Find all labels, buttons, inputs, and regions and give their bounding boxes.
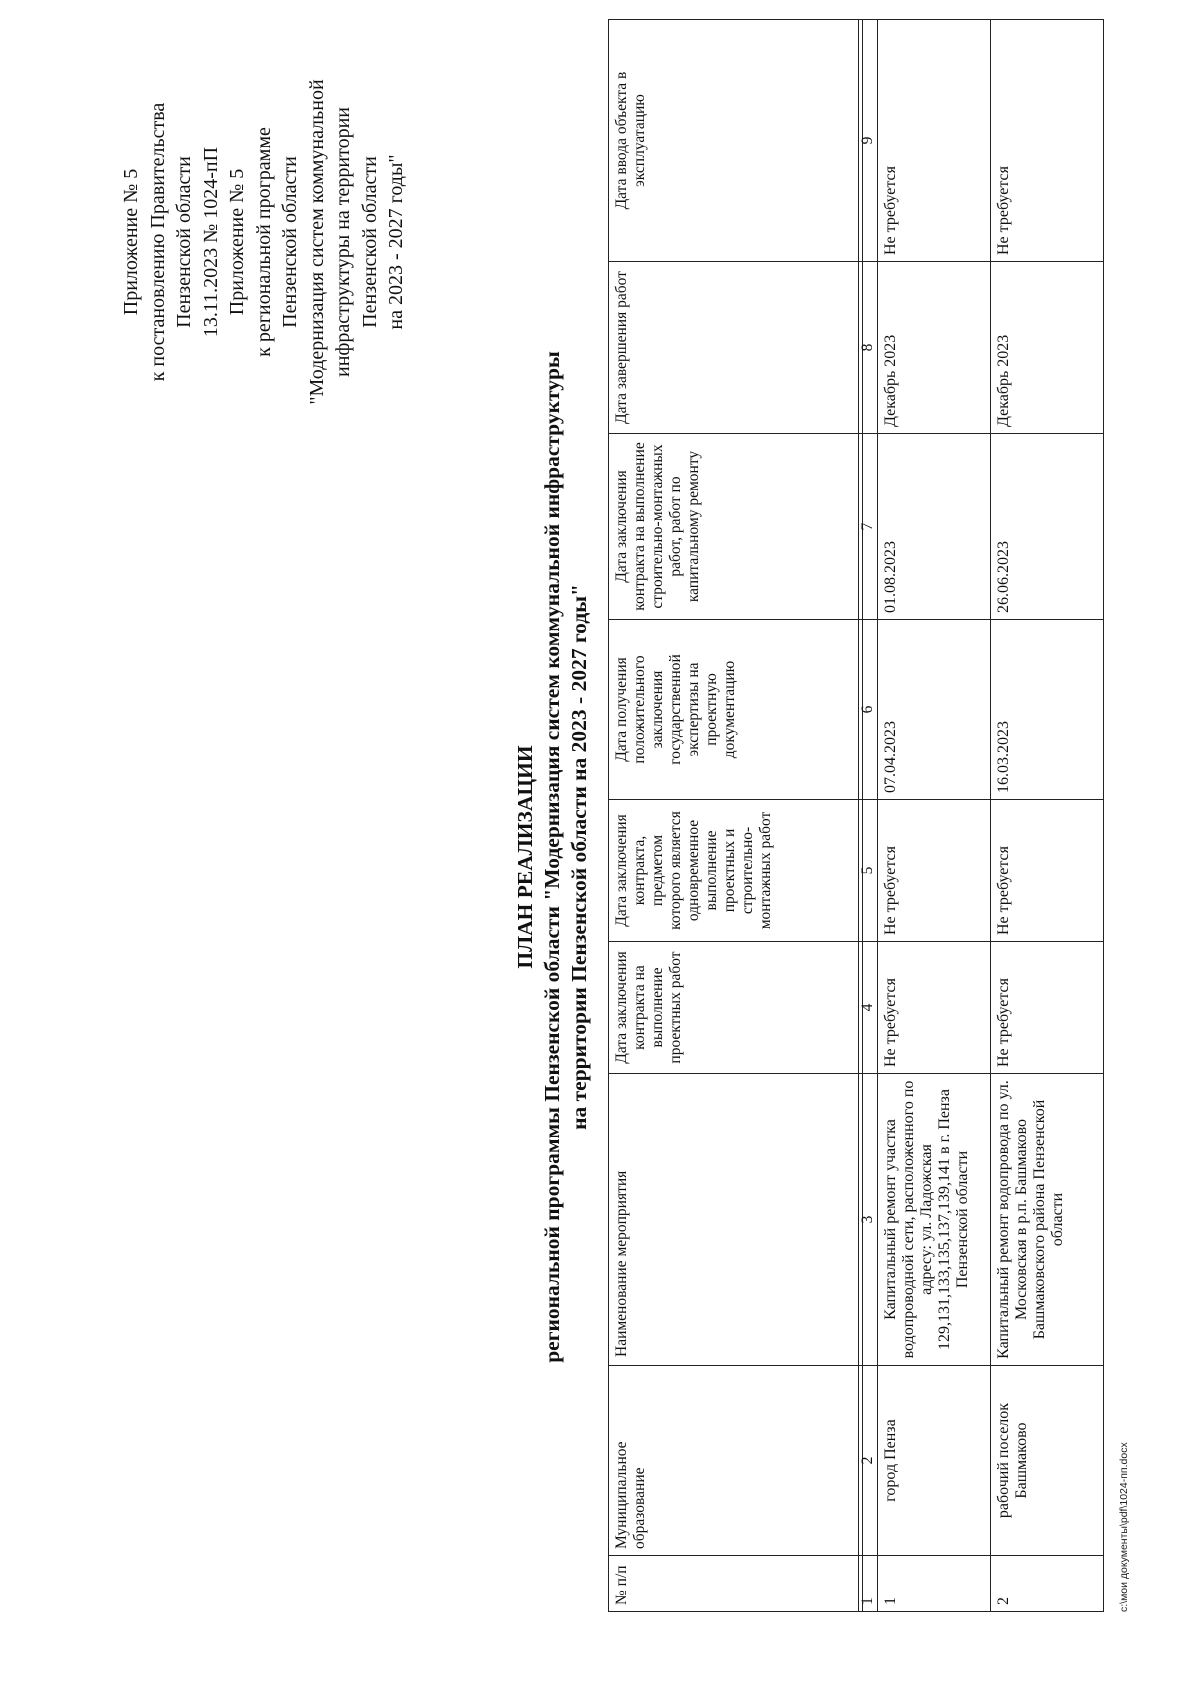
header-commissioning: Дата ввода объекта в эксплуатацию bbox=[609, 20, 863, 262]
header-municipality: Муниципальное образование bbox=[609, 1366, 863, 1556]
row-completion: Декабрь 2023 bbox=[878, 262, 991, 434]
row-construction-contract: 01.08.2023 bbox=[878, 434, 991, 620]
row-construction-contract: 26.06.2023 bbox=[991, 434, 1104, 620]
row-expertise: 07.04.2023 bbox=[878, 620, 991, 800]
column-number-row bbox=[859, 20, 878, 1612]
row-municipality: город Пенза bbox=[878, 1366, 991, 1556]
header-event-name: Наименование мероприятия bbox=[609, 1074, 863, 1366]
table-body bbox=[858, 19, 1104, 1612]
appendix-line: 13.11.2023 № 1024-пП bbox=[199, 146, 222, 338]
row-commissioning: Не требуется bbox=[878, 20, 991, 262]
appendix-line: инфраструктуры на территории bbox=[332, 107, 354, 377]
column-number: 5 bbox=[859, 800, 878, 942]
header-combined-contract: Дата заключения контракта, предметом которого является одновременное выполнение проектных и строительно-монтажных работ bbox=[609, 800, 863, 942]
table-row bbox=[878, 20, 991, 1612]
row-combined-contract: Не требуется bbox=[991, 800, 1104, 942]
row-combined-contract: Не требуется bbox=[878, 800, 991, 942]
appendix-line: Приложение № 5 bbox=[120, 168, 142, 316]
title-line-2: региональной программы Пензенской области "Модернизация систем коммунальной инфраструктуры bbox=[540, 351, 564, 1363]
row-completion: Декабрь 2023 bbox=[991, 262, 1104, 434]
row-design-contract: Не требуется bbox=[991, 942, 1104, 1074]
header-design-contract: Дата заключения контракта на выполнение проектных работ bbox=[609, 942, 863, 1074]
row-event-name: Капитальный ремонт водопровода по ул. Московская в р.п. Башмаково Башмаковского района Пензенской области bbox=[991, 1074, 1104, 1366]
title-line-3: на территории Пензенской области на 2023 - 2027 годы" bbox=[567, 584, 591, 1130]
appendix-line: Пензенской области bbox=[358, 156, 381, 328]
row-event-name: Капитальный ремонт участка водопроводной сети, расположенного по адресу: ул. Ладожская 129,131,133,135,137,139,141 в г. Пенза Пензенской области bbox=[878, 1074, 991, 1366]
table-row bbox=[991, 20, 1104, 1612]
row-expertise: 16.03.2023 bbox=[991, 620, 1104, 800]
appendix-line: Приложение № 5 bbox=[226, 168, 248, 316]
row-municipality: рабочий поселок Башмаково bbox=[991, 1366, 1104, 1556]
appendix-line: на 2023 - 2027 годы" bbox=[385, 154, 407, 330]
appendix-line: Пензенской области bbox=[173, 156, 195, 328]
appendix-line: Пензенской области bbox=[279, 156, 301, 328]
column-number: 7 bbox=[859, 434, 878, 620]
row-num: 1 bbox=[878, 1556, 991, 1612]
header-completion: Дата завершения работ bbox=[609, 262, 863, 434]
column-number: 9 bbox=[859, 20, 878, 262]
row-commissioning: Не требуется bbox=[991, 20, 1104, 262]
column-number: 1 bbox=[859, 1556, 878, 1612]
appendix-block bbox=[118, 52, 410, 432]
header-construction-contract: Дата заключения контракта на выполнение строительно-монтажных работ, работ по капитальному ремонту bbox=[609, 434, 863, 620]
file-path-footer: c:\мои документы\pdf\1024-пп.docx bbox=[1118, 1442, 1130, 1612]
column-number: 2 bbox=[859, 1366, 878, 1556]
header-num: № п/п bbox=[609, 1556, 863, 1612]
header-expertise: Дата получения положительного заключения государственной экспертизы на проектную документацию bbox=[609, 620, 863, 800]
title-line-1: ПЛАН РЕАЛИЗАЦИИ bbox=[513, 745, 537, 969]
column-number: 4 bbox=[859, 942, 878, 1074]
table-header bbox=[608, 19, 863, 1612]
appendix-line: "Модернизация систем коммунальной bbox=[305, 79, 328, 405]
row-design-contract: Не требуется bbox=[878, 942, 991, 1074]
column-number: 8 bbox=[859, 262, 878, 434]
document-title bbox=[512, 137, 593, 1577]
column-number: 3 bbox=[859, 1074, 878, 1366]
appendix-line: к постановлению Правительства bbox=[146, 102, 169, 382]
column-number: 6 bbox=[859, 620, 878, 800]
row-num: 2 bbox=[991, 1556, 1104, 1612]
appendix-line: к региональной программе bbox=[252, 127, 275, 357]
